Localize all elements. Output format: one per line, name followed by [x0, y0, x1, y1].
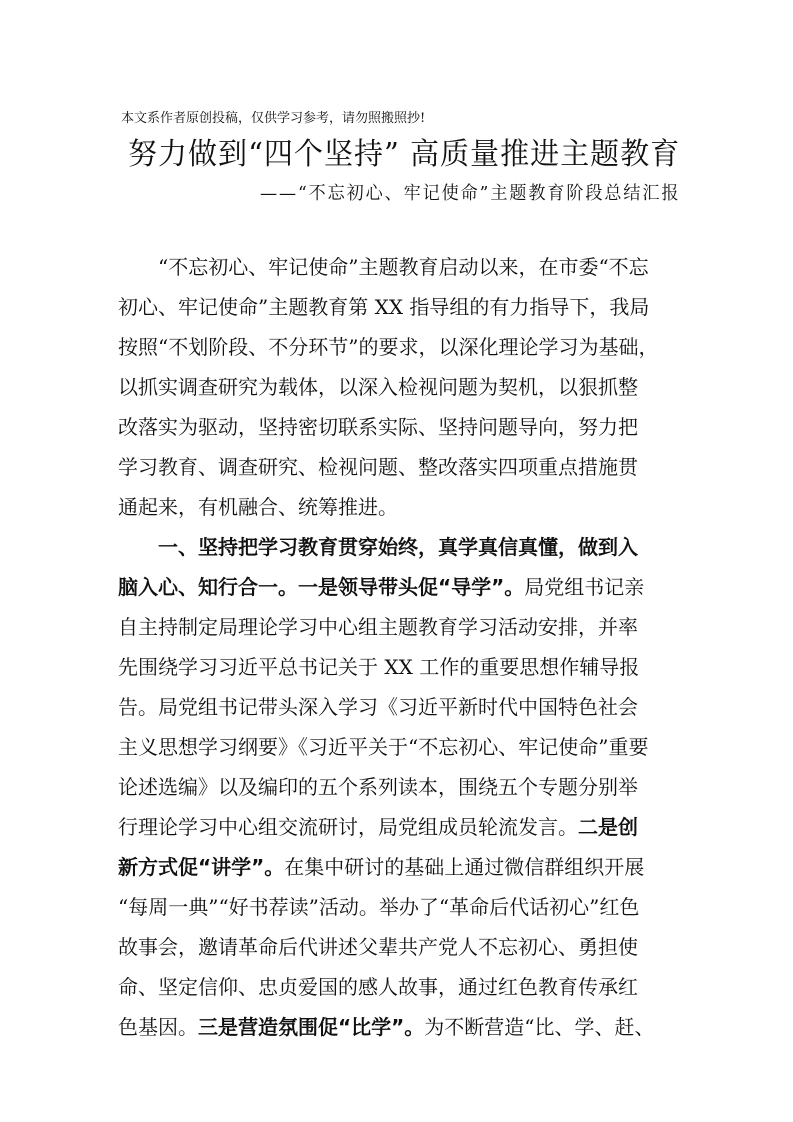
paragraph-line: 故事会，邀请革命后代讲述父辈共产党人不忘初心、勇担使 — [118, 935, 638, 959]
copyright-notice: 本文系作者原创投稿，仅供学习参考，请勿照搬照抄! — [121, 111, 426, 126]
paragraph-text: 行理论学习中心组交流研讨，局党组成员轮流发言。 — [118, 815, 578, 839]
paragraph-text: 为不断营造“比、学、赶、 — [424, 1015, 655, 1039]
point-label: 一是领导带头促“导学”。 — [298, 575, 525, 599]
paragraph-line: “不忘初心、牢记使命”主题教育启动以来，在市委“不忘 — [158, 255, 649, 279]
paragraph-line: 自主持制定局理论学习中心组主题教育学习活动安排，并率 — [118, 615, 638, 639]
paragraph-text: 在集中研讨的基础上通过微信群组织开展 — [284, 855, 645, 879]
point-label: 三是营造氛围促“比学”。 — [198, 1015, 425, 1039]
paragraph-line — [118, 807, 638, 847]
section-heading-cont: 脑入心、知行合一。 — [118, 575, 298, 599]
paragraph-line: 论述选编》以及编印的五个系列读本，围绕五个专题分别举 — [118, 775, 638, 799]
paragraph-line: 告。局党组书记带头深入学习《习近平新时代中国特色社会 — [118, 695, 638, 719]
paragraph-line: 主义思想学习纲要》《习近平关于“不忘初心、牢记使命”重要 — [118, 735, 649, 759]
paragraph-text: 局党组书记亲 — [524, 575, 645, 599]
paragraph-line: 初心、牢记使命”主题教育第 XX 指导组的有力指导下，我局 — [118, 295, 650, 319]
point-label: 二是创 — [578, 815, 638, 839]
section-heading: 一、坚持把学习教育贯穿始终，真学真信真懂，做到入 — [158, 535, 638, 559]
document-title: 努力做到“四个坚持” 高质量推进主题教育 — [128, 137, 681, 172]
paragraph-line — [118, 847, 644, 887]
paragraph-line: “每周一典”“好书荐读”活动。举办了“革命后代话初心”红色 — [118, 895, 640, 919]
paragraph-line: 改落实为驱动，坚持密切联系实际、坚持问题导向，努力把 — [118, 415, 638, 439]
paragraph-line: 以抓实调查研究为载体，以深入检视问题为契机，以狠抓整 — [118, 375, 638, 399]
paragraph-line — [118, 567, 644, 607]
paragraph-line: 按照“不划阶段、不分环节”的要求，以深化理论学习为基础， — [118, 335, 659, 359]
paragraph-line: 命、坚定信仰、忠贞爱国的感人故事，通过红色教育传承红 — [118, 975, 638, 999]
paragraph-line: 学习教育、调查研究、检视问题、整改落实四项重点措施贯 — [118, 455, 638, 479]
paragraph-line — [118, 1007, 655, 1047]
point-label: 新方式促“讲学”。 — [118, 855, 285, 879]
paragraph-text: 色基因。 — [118, 1015, 198, 1039]
paragraph-line: 通起来，有机融合、统筹推进。 — [118, 495, 398, 519]
document-subtitle: ——“不忘初心、牢记使命”主题教育阶段总结汇报 — [260, 183, 681, 204]
paragraph-line: 先围绕学习习近平总书记关于 XX 工作的重要思想作辅导报 — [118, 655, 640, 679]
